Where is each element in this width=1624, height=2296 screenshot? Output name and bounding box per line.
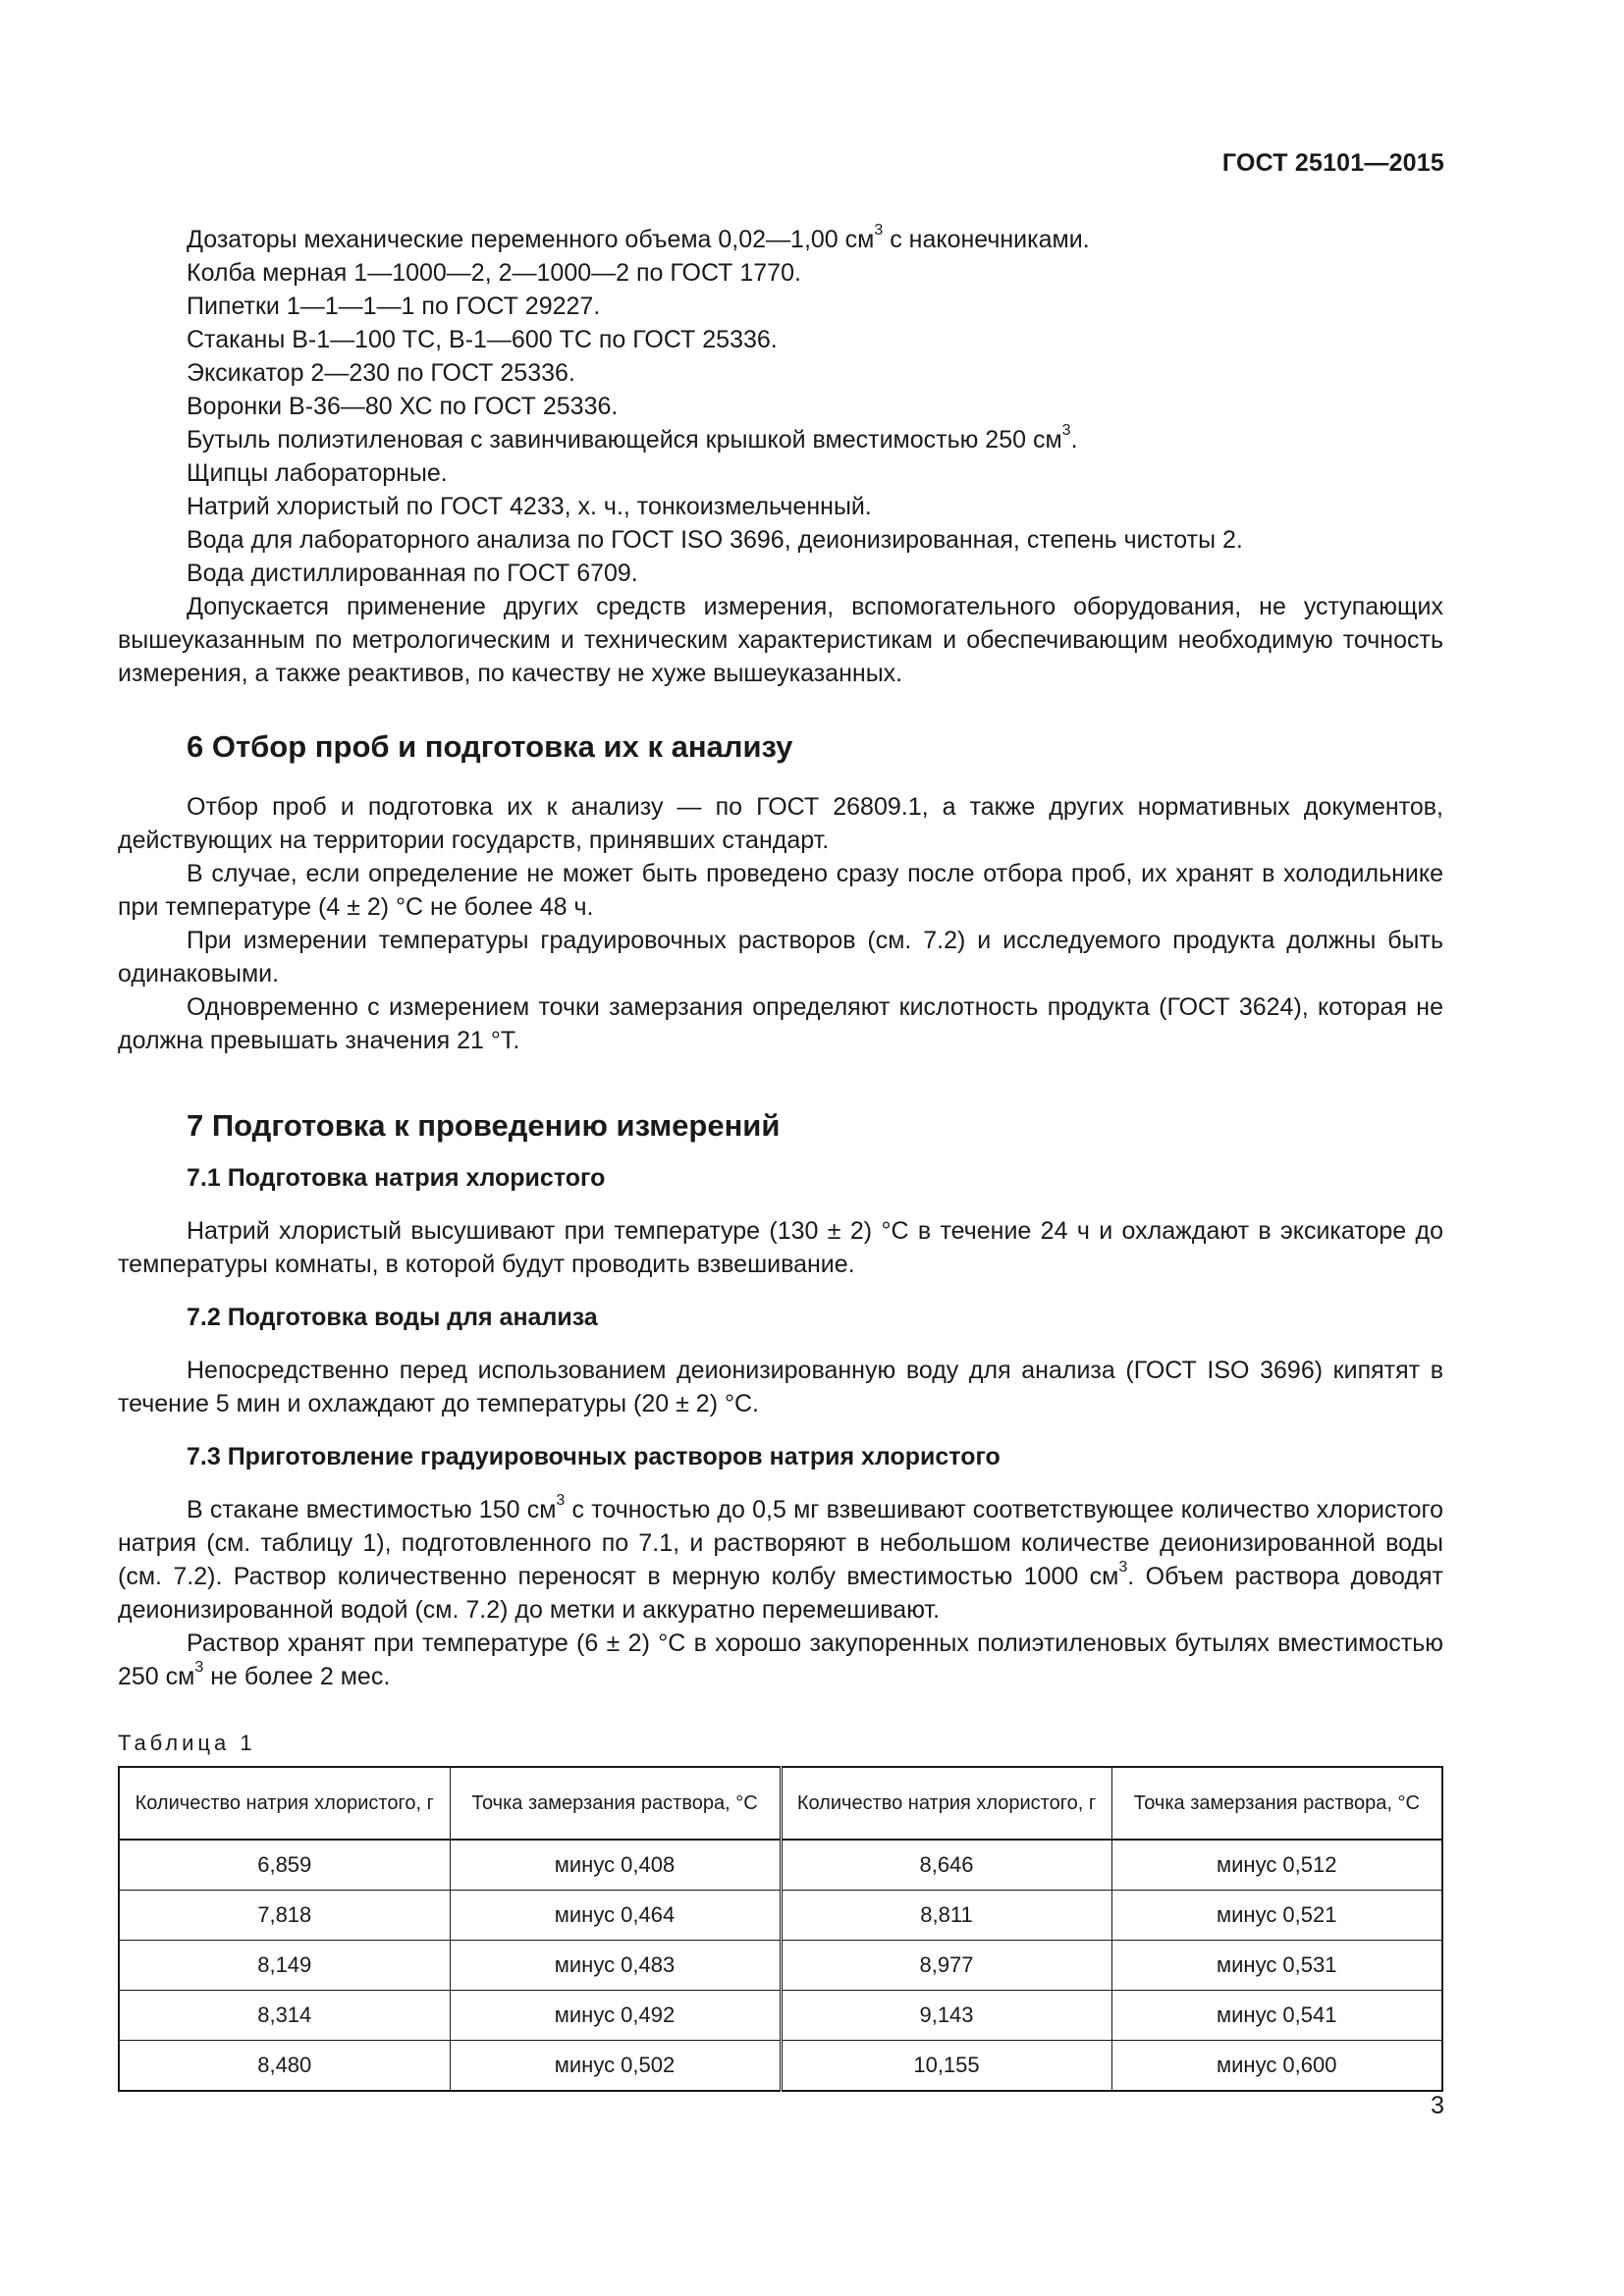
table-header-row bbox=[119, 1767, 1442, 1840]
list-item bbox=[118, 223, 1443, 256]
table-cell: минус 0,512 bbox=[1111, 1840, 1442, 1891]
item-text: Бутыль полиэтиленовая с завинчивающейся крышкой вместимостью 250 см bbox=[187, 426, 1062, 454]
table-row bbox=[119, 2041, 1442, 2092]
table-row bbox=[119, 1891, 1442, 1941]
section-6-paragraph: Одновременно с измерением точки замерзания определяют кислотность продукта (ГОСТ 3624), которая не должна превышать значения 21 °Т. bbox=[118, 993, 1443, 1054]
table-row bbox=[119, 1840, 1442, 1891]
table-cell: минус 0,492 bbox=[450, 1991, 781, 2041]
table-cell: минус 0,464 bbox=[450, 1891, 781, 1941]
list-item: Колба мерная 1—1000—2, 2—1000—2 по ГОСТ 1770. bbox=[187, 259, 801, 287]
list-item bbox=[118, 423, 1443, 456]
table-cell: 10,155 bbox=[781, 2041, 1111, 2092]
table-caption: Таблица 1 bbox=[118, 1731, 256, 1755]
subsection-7-1-heading: 7.1 Подготовка натрия хлористого bbox=[187, 1164, 606, 1192]
page-number: 3 bbox=[1431, 2092, 1444, 2119]
table-cell: минус 0,600 bbox=[1111, 2041, 1442, 2092]
table-cell: 9,143 bbox=[781, 1991, 1111, 2041]
table-cell: минус 0,531 bbox=[1111, 1941, 1442, 1991]
list-item: Натрий хлористый по ГОСТ 4233, х. ч., тонкоизмельченный. bbox=[187, 493, 872, 520]
section-6-paragraph: Отбор проб и подготовка их к анализу — по ГОСТ 26809.1, а также других нормативных документов, действующих на территории государств, принявших стандарт. bbox=[118, 793, 1443, 854]
text-run: . Объем раствора доводят деионизированной водой (см. 7.2) до метки и аккуратно перемешивают. bbox=[118, 1563, 1443, 1624]
item-tail: с наконечниками. bbox=[883, 226, 1090, 253]
table-cell: 8,811 bbox=[781, 1891, 1111, 1941]
subsection-7-3-heading: 7.3 Приготовление градуировочных растворов натрия хлористого bbox=[187, 1443, 1001, 1470]
list-item: Вода для лабораторного анализа по ГОСТ ISO 3696, деионизированная, степень чистоты 2. bbox=[187, 526, 1243, 554]
list-item: Стаканы В-1—100 ТС, В-1—600 ТС по ГОСТ 25336. bbox=[187, 326, 778, 353]
standard-code-header: ГОСТ 25101—2015 bbox=[1221, 149, 1444, 177]
table-cell: 8,977 bbox=[781, 1941, 1111, 1991]
superscript: 3 bbox=[1061, 421, 1071, 439]
section-7-heading: 7 Подготовка к проведению измерений bbox=[187, 1108, 781, 1143]
table-cell: 8,646 bbox=[781, 1840, 1111, 1891]
list-item: Вода дистиллированная по ГОСТ 6709. bbox=[187, 560, 638, 587]
table-cell: минус 0,502 bbox=[450, 2041, 781, 2092]
equipment-note: Допускается применение других средств измерения, вспомогательного оборудования, не уступающих вышеуказанным по метрологическим и техническим характеристикам и обеспечивающим необходимую точность измерения, а также реактивов, по качеству не хуже вышеуказанных. bbox=[118, 593, 1443, 687]
table-cell: 7,818 bbox=[119, 1891, 450, 1941]
item-text: Дозаторы механические переменного объема 0,02—1,00 см bbox=[187, 226, 875, 253]
superscript: 3 bbox=[874, 221, 884, 239]
table-cell: минус 0,483 bbox=[450, 1941, 781, 1991]
list-item: Эксикатор 2—230 по ГОСТ 25336. bbox=[187, 359, 575, 387]
column-header: Количество натрия хлористого, г bbox=[781, 1767, 1111, 1840]
item-tail: . bbox=[1070, 426, 1078, 454]
text-run: не более 2 мес. bbox=[203, 1663, 391, 1690]
text-run: В стакане вместимостью 150 см bbox=[187, 1496, 557, 1523]
column-header: Точка замерзания раствора, °С bbox=[1111, 1767, 1442, 1840]
section-6-paragraph: В случае, если определение не может быть проведено сразу после отбора проб, их хранят в холодильнике при температуре (4 ± 2) °С не более 48 ч. bbox=[118, 860, 1443, 921]
subsection-7-2-text: Непосредственно перед использованием деионизированную воду для анализа (ГОСТ ISO 3696) кипятят в течение 5 мин и охлаждают до температуры (20 ± 2) °С. bbox=[118, 1357, 1443, 1417]
table-row bbox=[119, 1991, 1442, 2041]
subsection-7-1-text: Натрий хлористый высушивают при температуре (130 ± 2) °С в течение 24 ч и охлаждают в эксикаторе до температуры комнаты, в которой будут проводить взвешивание. bbox=[118, 1217, 1443, 1278]
superscript: 3 bbox=[194, 1658, 204, 1676]
list-item: Воронки В-36—80 ХС по ГОСТ 25336. bbox=[187, 393, 619, 420]
text-run: с точностью до 0,5 мг взвешивают соответствующее количество хлористого натрия (см. таблицу 1), подготовленного по 7.1, и растворяют в небольшом количестве деионизированной воды (см. 7.2). Раствор количественно переносят в мерную колбу вместимостью 1000 см bbox=[118, 1496, 1443, 1590]
freezing-point-table bbox=[118, 1766, 1443, 2092]
subsection-7-3-paragraph bbox=[118, 1493, 1443, 1627]
column-header: Количество натрия хлористого, г bbox=[119, 1767, 450, 1840]
table-cell: минус 0,521 bbox=[1111, 1891, 1442, 1941]
section-6-paragraph: При измерении температуры градуировочных растворов (см. 7.2) и исследуемого продукта должны быть одинаковыми. bbox=[118, 927, 1443, 988]
table-cell: 8,314 bbox=[119, 1991, 450, 2041]
table-row bbox=[119, 1941, 1442, 1991]
column-header: Точка замерзания раствора, °С bbox=[450, 1767, 781, 1840]
list-item: Щипцы лабораторные. bbox=[187, 459, 448, 487]
section-6-heading: 6 Отбор проб и подготовка их к анализу bbox=[187, 729, 793, 764]
table-cell: 8,149 bbox=[119, 1941, 450, 1991]
superscript: 3 bbox=[1118, 1558, 1128, 1575]
superscript: 3 bbox=[556, 1491, 566, 1509]
table-cell: 6,859 bbox=[119, 1840, 450, 1891]
subsection-7-2-heading: 7.2 Подготовка воды для анализа bbox=[187, 1304, 598, 1331]
equipment-list bbox=[118, 223, 1443, 590]
list-item: Пипетки 1—1—1—1 по ГОСТ 29227. bbox=[187, 293, 601, 320]
page-content bbox=[118, 223, 1443, 2092]
subsection-7-3-paragraph bbox=[118, 1627, 1443, 1693]
table-cell: 8,480 bbox=[119, 2041, 450, 2092]
table-cell: минус 0,541 bbox=[1111, 1991, 1442, 2041]
text-run: Раствор хранят при температуре (6 ± 2) °С в хорошо закупоренных полиэтиленовых бутылях вместимостью 250 см bbox=[118, 1629, 1443, 1690]
table-cell: минус 0,408 bbox=[450, 1840, 781, 1891]
